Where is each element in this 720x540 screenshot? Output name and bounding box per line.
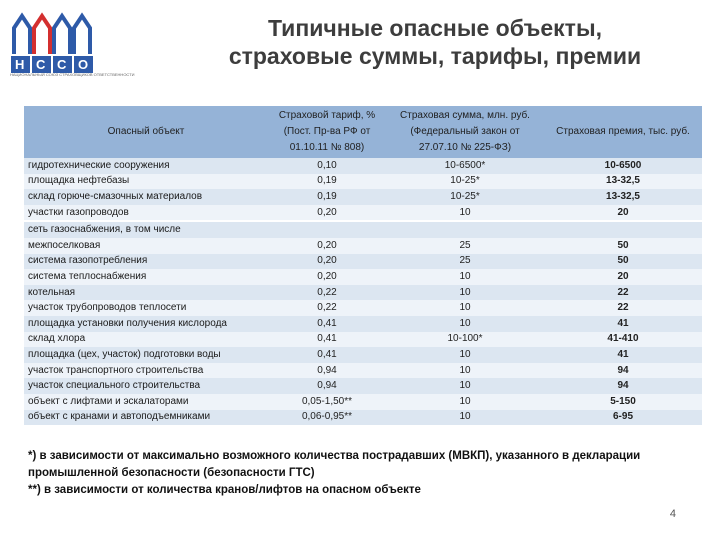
cell-premium: 22: [544, 285, 702, 301]
cell-sum: 25: [386, 238, 544, 254]
table-row: [24, 189, 702, 205]
table-row: [24, 254, 702, 270]
cell-tariff: 0,20: [268, 254, 386, 270]
table-row: [24, 378, 702, 394]
cell-object: склад горюче-смазочных материалов: [24, 189, 268, 205]
cell-premium: 50: [544, 254, 702, 270]
cell-premium: 10-6500: [544, 158, 702, 174]
page-number: 4: [669, 508, 676, 520]
cell-tariff: 0,20: [268, 238, 386, 254]
footnotes: [28, 448, 698, 499]
cell-sum: 10-100*: [386, 332, 544, 348]
cell-tariff: 0,19: [268, 189, 386, 205]
cell-sum: 10: [386, 300, 544, 316]
cell-sum: 10-6500*: [386, 158, 544, 174]
footnote-1: *) в зависимости от максимально возможного количества пострадавших (МВКП), указанного в декларации промышленной безопасности (безопасности ГТС): [28, 450, 641, 479]
cell-tariff: 0,22: [268, 285, 386, 301]
cell-object: склад хлора: [24, 332, 268, 348]
cell-tariff: 0,20: [268, 269, 386, 285]
cell-sum: 10-25*: [386, 174, 544, 190]
table-row: [24, 300, 702, 316]
cell-object: площадка установки получения кислорода: [24, 316, 268, 332]
logo-letter: С: [36, 57, 46, 72]
cell-premium: 6-95: [544, 410, 702, 426]
cell-premium: 20: [544, 205, 702, 221]
cell-object: гидротехнические сооружения: [24, 158, 268, 174]
cell-premium: 50: [544, 238, 702, 254]
cell-tariff: 0,94: [268, 363, 386, 379]
cell-object: сеть газоснабжения, в том числе: [24, 222, 268, 238]
table-row: [24, 238, 702, 254]
cell-tariff: 0,06-0,95**: [268, 410, 386, 426]
cell-object: участок трубопроводов теплосети: [24, 300, 268, 316]
cell-sum: 10: [386, 363, 544, 379]
table-row: [24, 222, 702, 238]
objects-table: [24, 106, 702, 425]
logo-subtitle: НАЦИОНАЛЬНЫЙ СОЮЗ СТРАХОВЩИКОВ ОТВЕТСТВЕННОСТИ: [10, 72, 135, 77]
cell-object: участки газопроводов: [24, 205, 268, 221]
cell-tariff: 0,22: [268, 300, 386, 316]
cell-premium: 20: [544, 269, 702, 285]
cell-premium: [544, 222, 702, 238]
cell-tariff: 0,41: [268, 332, 386, 348]
title-line-2: страховые суммы, тарифы, премии: [228, 43, 642, 69]
cell-sum: 10: [386, 316, 544, 332]
cell-premium: 41-410: [544, 332, 702, 348]
header-premium: Страховая премия, тыс. руб.: [544, 106, 702, 158]
table-row: [24, 174, 702, 190]
cell-sum: [386, 222, 544, 238]
table-row: [24, 332, 702, 348]
table-row: [24, 269, 702, 285]
cell-premium: 13-32,5: [544, 174, 702, 190]
title-line-1: Типичные опасные объекты,: [268, 15, 602, 41]
cell-tariff: 0,20: [268, 205, 386, 221]
cell-object: участок специального строительства: [24, 378, 268, 394]
cell-sum: 10: [386, 347, 544, 363]
table-row: [24, 394, 702, 410]
cell-tariff: 0,19: [268, 174, 386, 190]
cell-sum: 10: [386, 285, 544, 301]
cell-premium: 22: [544, 300, 702, 316]
cell-object: котельная: [24, 285, 268, 301]
table-row: [24, 363, 702, 379]
table-row: [24, 158, 702, 174]
table-row: [24, 410, 702, 426]
cell-sum: 10: [386, 378, 544, 394]
cell-premium: 13-32,5: [544, 189, 702, 205]
table-row: [24, 316, 702, 332]
header-object: Опасный объект: [24, 106, 268, 158]
cell-premium: 41: [544, 347, 702, 363]
logo-letter: Н: [15, 57, 25, 72]
cell-sum: 10-25*: [386, 189, 544, 205]
cell-tariff: 0,10: [268, 158, 386, 174]
nsso-logo: [8, 10, 135, 80]
cell-object: объект с лифтами и эскалаторами: [24, 394, 268, 410]
cell-object: система теплоснабжения: [24, 269, 268, 285]
table-row: [24, 205, 702, 221]
cell-sum: 25: [386, 254, 544, 270]
cell-premium: 94: [544, 363, 702, 379]
header-sum: Страховая сумма, млн. руб. (Федеральный закон от 27.07.10 № 225-ФЗ): [386, 106, 544, 158]
cell-object: межпоселковая: [24, 238, 268, 254]
cell-object: система газопотребления: [24, 254, 268, 270]
logo-letter: С: [57, 57, 67, 72]
logo-letter: О: [78, 57, 89, 72]
cell-object: объект с кранами и автоподъемниками: [24, 410, 268, 426]
cell-object: участок транспортного строительства: [24, 363, 268, 379]
cell-sum: 10: [386, 410, 544, 426]
page-title: [150, 14, 710, 70]
cell-premium: 94: [544, 378, 702, 394]
table-header-row: [24, 106, 702, 158]
cell-object: площадка (цех, участок) подготовки воды: [24, 347, 268, 363]
table-row: [24, 285, 702, 301]
cell-premium: 41: [544, 316, 702, 332]
cell-object: площадка нефтебазы: [24, 174, 268, 190]
cell-tariff: [268, 222, 386, 238]
header-tariff: Страховой тариф, % (Пост. Пр-ва РФ от 01.10.11 № 808): [268, 106, 386, 158]
cell-premium: 5-150: [544, 394, 702, 410]
table-row: [24, 347, 702, 363]
cell-sum: 10: [386, 205, 544, 221]
cell-tariff: 0,41: [268, 347, 386, 363]
cell-tariff: 0,41: [268, 316, 386, 332]
cell-sum: 10: [386, 269, 544, 285]
cell-tariff: 0,05-1,50**: [268, 394, 386, 410]
footnote-2: **) в зависимости от количества кранов/лифтов на опасном объекте: [28, 484, 421, 496]
cell-tariff: 0,94: [268, 378, 386, 394]
cell-sum: 10: [386, 394, 544, 410]
